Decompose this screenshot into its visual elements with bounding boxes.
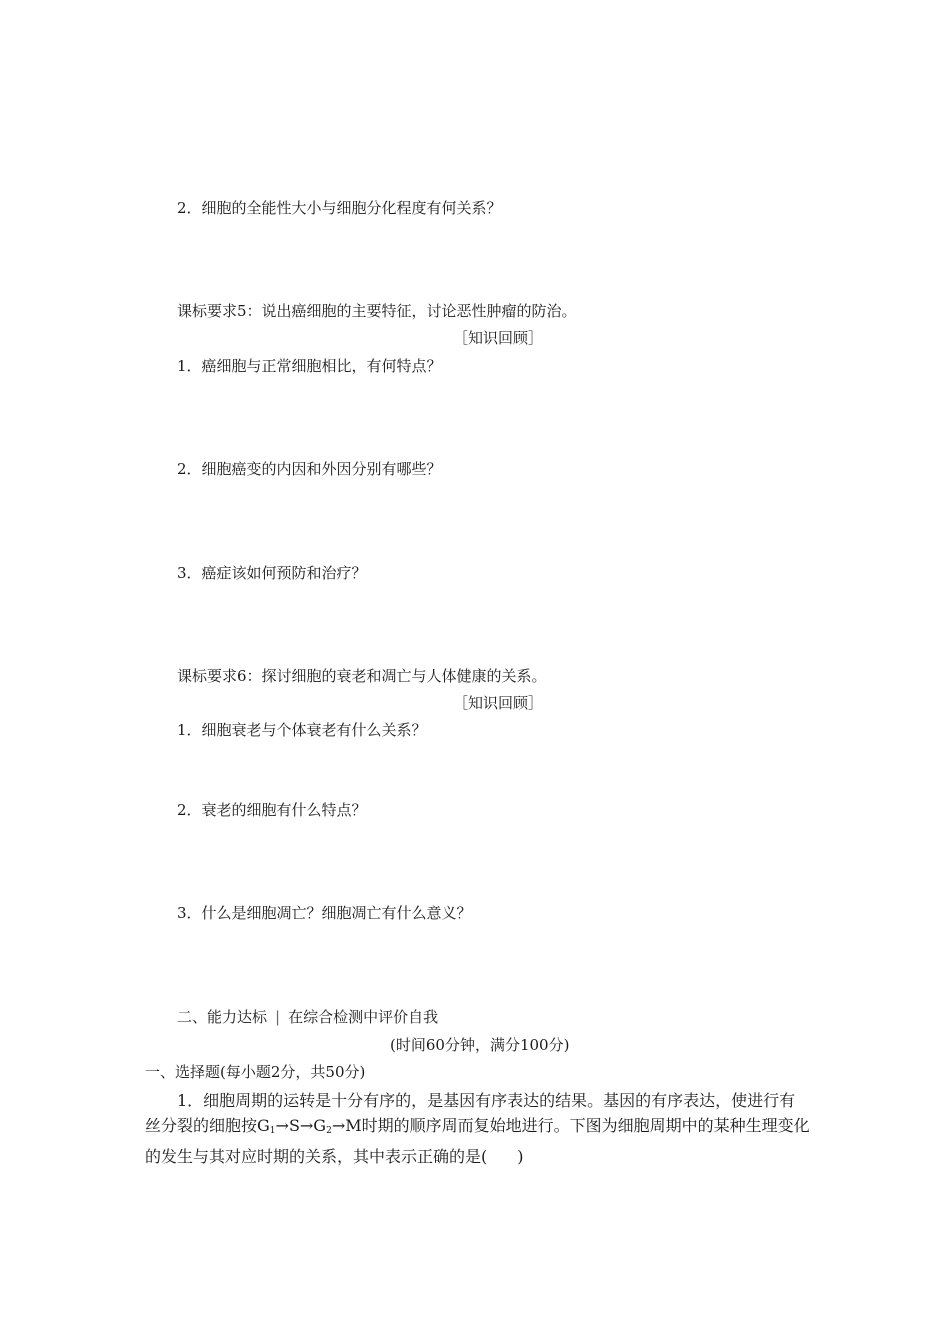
q1-text-c: →M时期的顺序周而复始地进行。下图为细胞周期中的某种生理变化的发生与其对应时期的关系，其中表示正确的是( bbox=[145, 1116, 810, 1166]
part2-heading bbox=[177, 1007, 438, 1027]
req5-knowledge-review: ［知识回顾］ bbox=[453, 329, 544, 347]
req5-question-2: 2．细胞癌变的内因和外因分别有哪些？ bbox=[177, 460, 442, 478]
question-1-paragraph bbox=[145, 1088, 810, 1169]
req6-question-2: 2．衰老的细胞有什么特点？ bbox=[177, 801, 367, 819]
req5-question-3: 3．癌症该如何预防和治疗？ bbox=[177, 564, 367, 582]
time-note: (时间60分钟，满分100分) bbox=[390, 1036, 570, 1054]
q1-subscript-2: 2 bbox=[326, 1126, 332, 1136]
req6-title: 课标要求6：探讨细胞的衰老和凋亡与人体健康的关系。 bbox=[177, 667, 547, 685]
req6-question-3: 3．什么是细胞凋亡？细胞凋亡有什么意义？ bbox=[177, 904, 472, 922]
q1-text-b: →S→G bbox=[275, 1116, 327, 1135]
part2-heading-right: 在综合检测中评价自我 bbox=[288, 1008, 439, 1026]
q1-text-d: ) bbox=[517, 1147, 524, 1166]
part2-heading-left: 二、能力达标 bbox=[177, 1008, 268, 1026]
question-2-totipotency: 2．细胞的全能性大小与细胞分化程度有何关系？ bbox=[177, 199, 502, 217]
q1-subscript-1: 1 bbox=[269, 1126, 276, 1136]
req5-question-1: 1．癌细胞与正常细胞相比，有何特点？ bbox=[177, 357, 442, 375]
req6-knowledge-review: ［知识回顾］ bbox=[453, 694, 544, 712]
part2-heading-separator: | bbox=[275, 1008, 281, 1026]
req6-question-1: 1．细胞衰老与个体衰老有什么关系？ bbox=[177, 721, 427, 739]
req5-title: 课标要求5：说出癌细胞的主要特征，讨论恶性肿瘤的防治。 bbox=[177, 302, 577, 320]
section-choice-heading: 一、选择题(每小题2分，共50分) bbox=[145, 1063, 366, 1081]
q1-text-a: 1．细胞周期的运转是十分有序的，是基因有序表达的结果。基因的有序表达，使进行有丝分裂的细胞按G bbox=[145, 1091, 796, 1135]
